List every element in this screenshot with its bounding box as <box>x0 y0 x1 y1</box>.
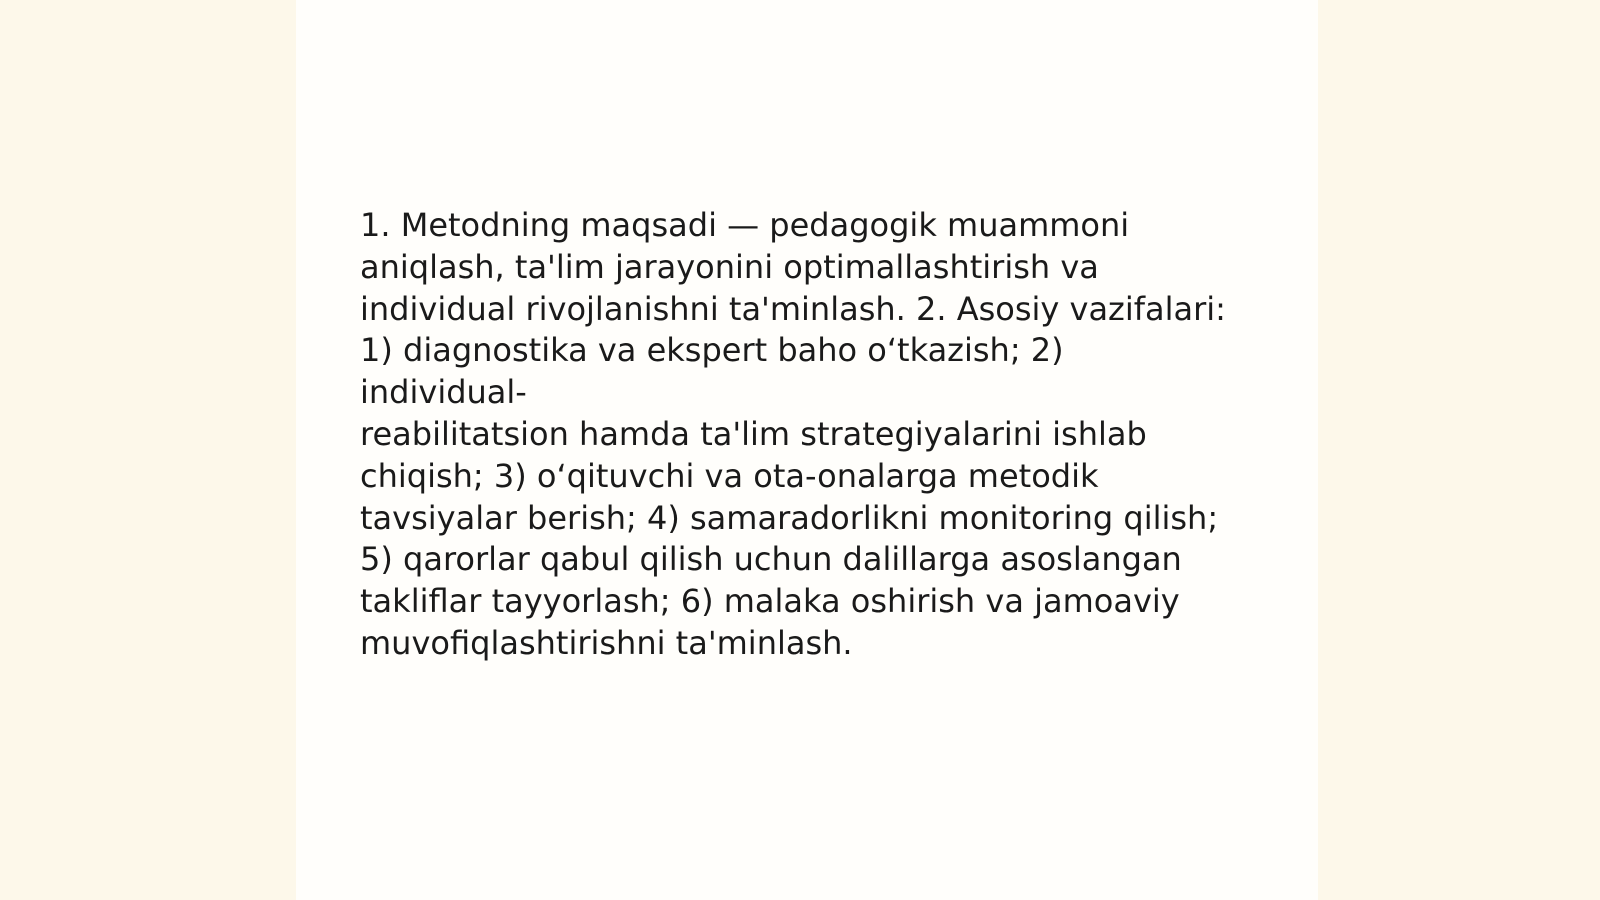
slide-body-text: 1. Metodning maqsadi — pedagogik muammoni aniqlash, ta'lim jarayonini optimallashtirish va individual rivojlanishni ta'minlash. 2. Asosiy vazifalari: 1) diagnostika va ekspert baho o‘tkazish; 2) individual- reabilitatsion hamda ta'lim strategiyalarini ishlab chiqish; 3) o‘qituvchi va ota-onalarga metodik tavsiyalar berish; 4) samaradorlikni monitoring qilish; 5) qarorlar qabul qilish uchun dalillarga asoslangan takliflar tayyorlash; 6) malaka oshirish va jamoaviy muvofiqlashtirishni ta'minlash. <box>360 206 1226 662</box>
slide-page <box>296 0 1318 900</box>
